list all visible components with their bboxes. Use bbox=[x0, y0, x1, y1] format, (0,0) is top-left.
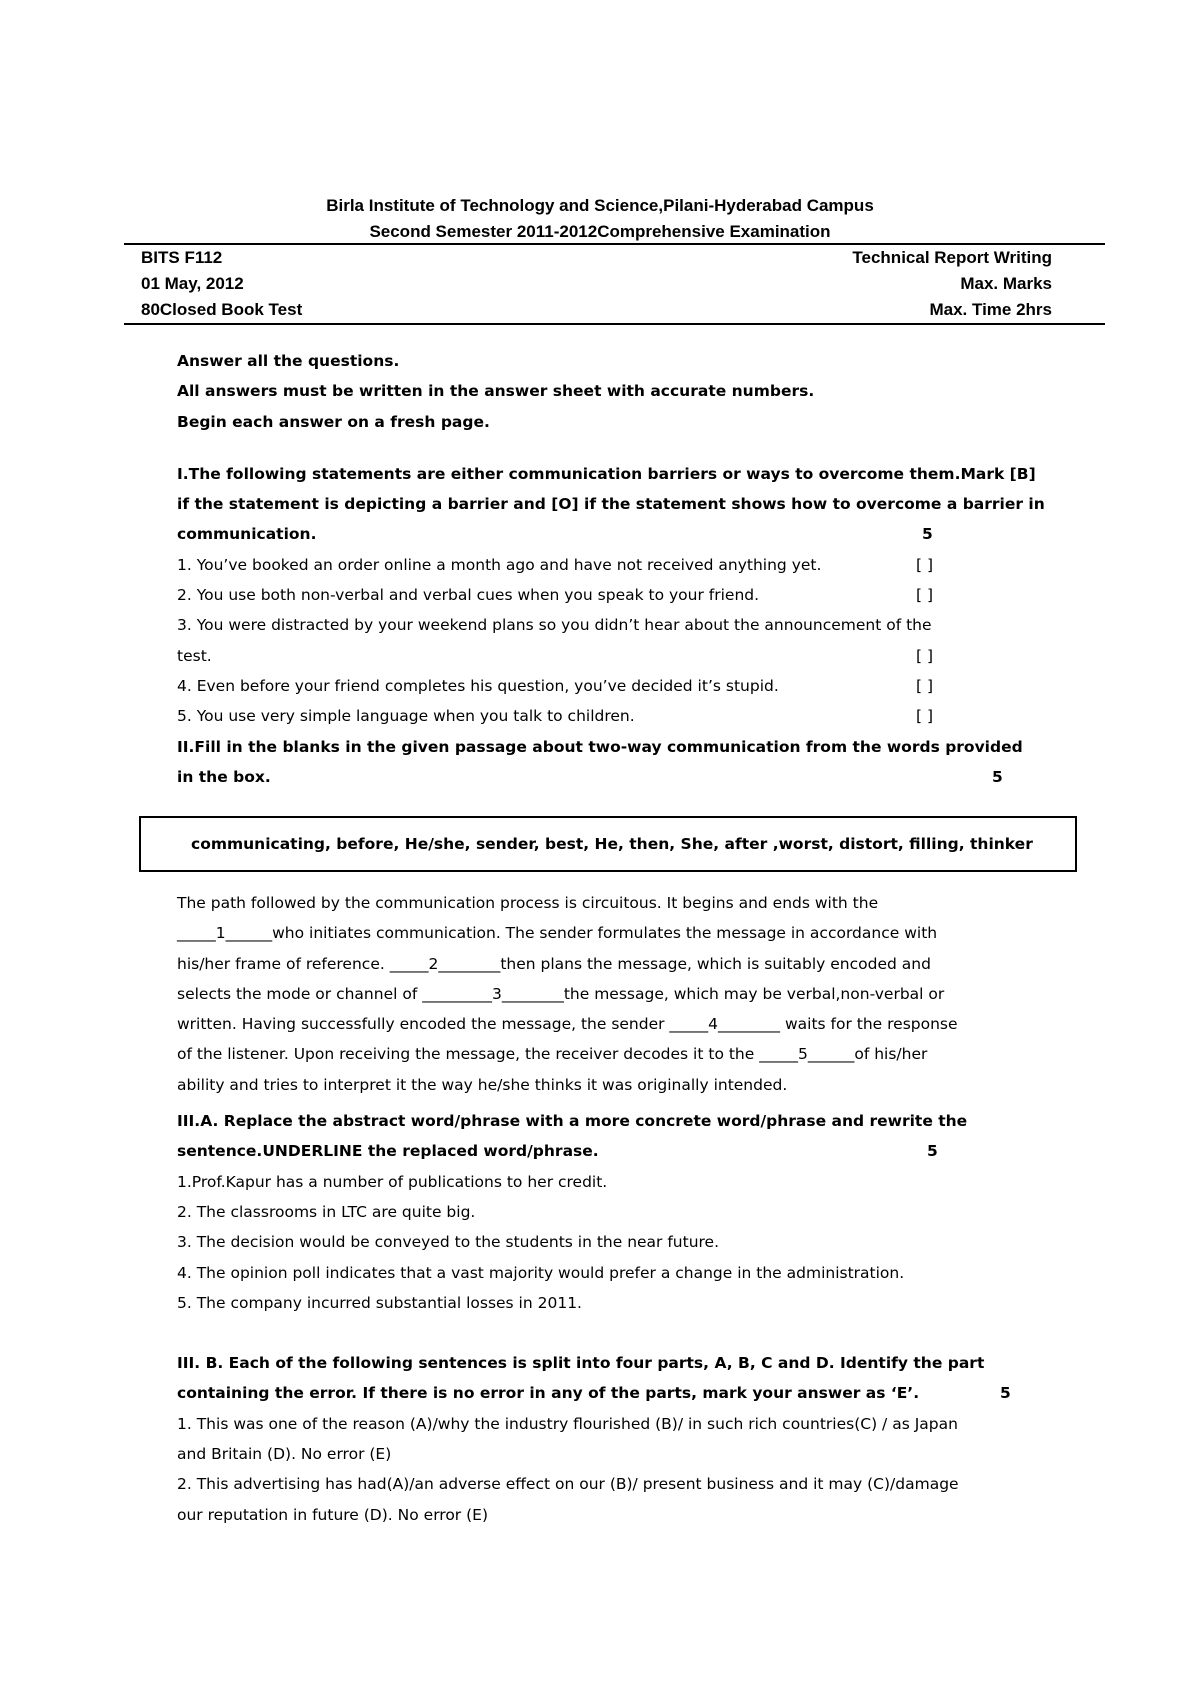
section3a-item: 4. The opinion poll indicates that a vast majority would prefer a change in the administration. bbox=[177, 1263, 905, 1282]
section1-item bbox=[177, 641, 1077, 671]
answer-bracket: [ ] bbox=[916, 676, 934, 695]
answer-bracket: [ ] bbox=[916, 707, 934, 726]
exam-body-lower bbox=[177, 888, 1077, 1530]
item-text: 3. You were distracted by your weekend plans so you didn’t hear about the announcement of the bbox=[177, 616, 932, 635]
passage-line: ability and tries to interpret it the way he/she thinks it was originally intended. bbox=[177, 1075, 788, 1094]
section3b-item: and Britain (D). No error (E) bbox=[177, 1445, 392, 1464]
course-code: BITS F112 bbox=[141, 248, 223, 267]
passage-line: The path followed by the communication process is circuitous. It begins and ends with the bbox=[177, 894, 879, 912]
course-title: Technical Report Writing bbox=[852, 248, 1052, 267]
item-text: test. bbox=[177, 646, 212, 665]
max-time: Max. Time 2hrs bbox=[929, 300, 1052, 319]
section3a-heading-last bbox=[177, 1136, 1077, 1166]
section3a-heading: III.A. Replace the abstract word/phrase with a more concrete word/phrase and rewrite the bbox=[177, 1112, 968, 1131]
section3a-item: 5. The company incurred substantial losses in 2011. bbox=[177, 1293, 582, 1312]
section3b-heading: containing the error. If there is no error in any of the parts, mark your answer as ‘E’. bbox=[177, 1384, 920, 1403]
passage-line: _____1______who initiates communication. The sender formulates the message in accordance with bbox=[177, 924, 938, 943]
section3b-item: 1. This was one of the reason (A)/why the industry flourished (B)/ in such rich countries(C) / as Japan bbox=[177, 1414, 958, 1433]
section3b-heading: III. B. Each of the following sentences is split into four parts, A, B, C and D. Identify the part bbox=[177, 1354, 985, 1373]
section3a-item: 1.Prof.Kapur has a number of publications to her credit. bbox=[177, 1172, 608, 1191]
passage-line: of the listener. Upon receiving the message, the receiver decodes it to the _____5______of his/her bbox=[177, 1045, 928, 1064]
section1-item bbox=[177, 671, 1077, 701]
exam-body-upper bbox=[177, 346, 1077, 792]
answer-bracket: [ ] bbox=[916, 555, 934, 574]
exam-title: Second Semester 2011-2012Comprehensive Examination bbox=[369, 222, 831, 241]
passage-line: selects the mode or channel of _________3________the message, which may be verbal,non-verbal or bbox=[177, 984, 945, 1003]
section2-heading: in the box. bbox=[177, 767, 271, 786]
section3b-heading-last bbox=[177, 1378, 1077, 1408]
passage-line: his/her frame of reference. _____2________then plans the message, which is suitably encoded and bbox=[177, 954, 931, 973]
section1-heading: if the statement is depicting a barrier and [O] if the statement shows how to overcome a barrier in bbox=[177, 495, 1045, 514]
word-box: communicating, before, He/she, sender, best, He, then, She, after ,worst, distort, filling, thinker bbox=[139, 816, 1077, 872]
institute-title: Birla Institute of Technology and Science,Pilani-Hyderabad Campus bbox=[326, 196, 874, 215]
section2-heading: II.Fill in the blanks in the given passage about two-way communication from the words provided bbox=[177, 737, 1023, 756]
section1-item bbox=[177, 550, 1077, 580]
exam-date: 01 May, 2012 bbox=[141, 274, 244, 293]
header-top-rule bbox=[124, 243, 1105, 245]
section3a-item: 2. The classrooms in LTC are quite big. bbox=[177, 1202, 476, 1221]
section1-heading: communication. bbox=[177, 525, 317, 544]
answer-bracket: [ ] bbox=[916, 586, 934, 605]
instruction-line: Begin each answer on a fresh page. bbox=[177, 412, 490, 431]
test-type: 80Closed Book Test bbox=[141, 300, 303, 319]
section1-item bbox=[177, 701, 1077, 731]
section3a-heading: sentence.UNDERLINE the replaced word/phrase. bbox=[177, 1142, 599, 1161]
item-text: 4. Even before your friend completes his question, you’ve decided it’s stupid. bbox=[177, 676, 779, 695]
item-text: 5. You use very simple language when you talk to children. bbox=[177, 707, 635, 726]
section3b-item: our reputation in future (D). No error (E) bbox=[177, 1505, 488, 1524]
section2-heading-last bbox=[177, 762, 1077, 792]
section1-item bbox=[177, 610, 1077, 640]
section3b-item: 2. This advertising has had(A)/an adverse effect on our (B)/ present business and it may (C)/damage bbox=[177, 1475, 959, 1494]
section3a-marks: 5 bbox=[927, 1142, 938, 1161]
item-text: 1. You’ve booked an order online a month ago and have not received anything yet. bbox=[177, 555, 822, 574]
item-text: 2. You use both non-verbal and verbal cues when you speak to your friend. bbox=[177, 586, 760, 605]
section1-heading: I.The following statements are either communication barriers or ways to overcome them.Mark [B] bbox=[177, 464, 1036, 483]
answer-bracket: [ ] bbox=[916, 646, 934, 665]
max-marks: Max. Marks bbox=[960, 274, 1052, 293]
section2-marks: 5 bbox=[992, 767, 1003, 786]
instruction-line: All answers must be written in the answer sheet with accurate numbers. bbox=[177, 382, 815, 401]
section3a-item: 3. The decision would be conveyed to the students in the near future. bbox=[177, 1233, 720, 1252]
section1-marks: 5 bbox=[922, 525, 933, 544]
section3b-marks: 5 bbox=[1000, 1384, 1011, 1403]
passage-line: written. Having successfully encoded the message, the sender _____4________ waits for the response bbox=[177, 1015, 958, 1034]
instruction-line: Answer all the questions. bbox=[177, 352, 400, 370]
section1-item bbox=[177, 580, 1077, 610]
header-bottom-rule bbox=[124, 323, 1105, 325]
section1-heading-last bbox=[177, 519, 1077, 549]
